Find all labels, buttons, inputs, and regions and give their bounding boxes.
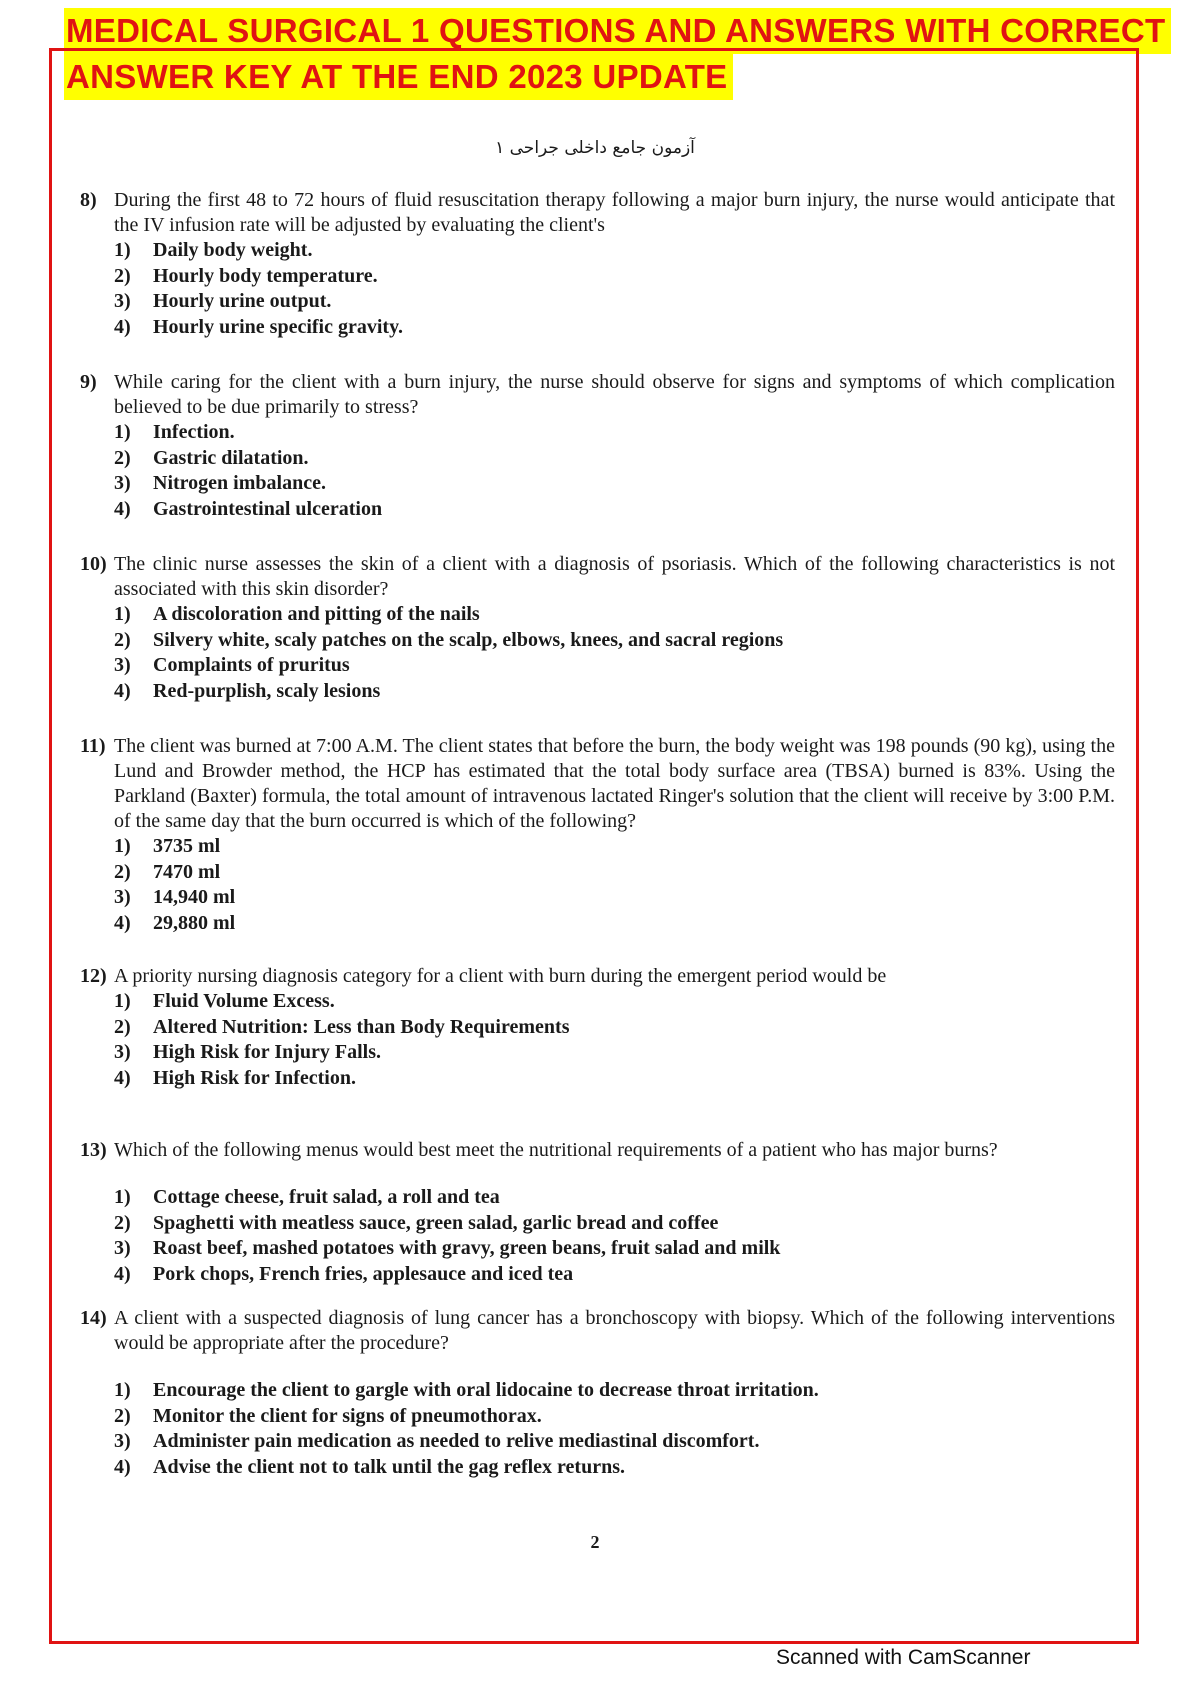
page-number: 2: [590, 1532, 600, 1552]
question-14: [80, 1306, 1115, 1480]
answer-option: 4) Advise the client not to talk until the gag reflex returns.: [114, 1455, 626, 1478]
answer-option: 2) 7470 ml: [114, 860, 221, 883]
answer-option: 3) High Risk for Injury Falls.: [114, 1041, 381, 1064]
answer-option: 3) Complaints of pruritus: [114, 654, 350, 677]
exam-subtitle: آزمون جامع داخلی جراحی ۱: [495, 138, 695, 158]
question-number: 10): [80, 553, 107, 575]
question-12: [80, 964, 1115, 1091]
answer-option: 2) Silvery white, scaly patches on the scalp, elbows, knees, and sacral regions: [114, 628, 784, 651]
answer-option: 1) Cottage cheese, fruit salad, a roll and tea: [114, 1186, 500, 1208]
answer-option: 4) Hourly urine specific gravity.: [114, 315, 403, 338]
answer-option: 3) Roast beef, mashed potatoes with gravy, green beans, fruit salad and milk: [114, 1237, 781, 1260]
answer-option: 1) A discoloration and pitting of the nails: [114, 603, 480, 625]
answer-option: 3) Hourly urine output.: [114, 290, 332, 313]
answer-option: 3) Administer pain medication as needed to relive mediastinal discomfort.: [114, 1430, 760, 1453]
answer-option: 1) Encourage the client to gargle with oral lidocaine to decrease throat irritation.: [114, 1379, 819, 1401]
answer-option: 3) Nitrogen imbalance.: [114, 472, 326, 495]
question-text: A client with a suspected diagnosis of lung cancer has a bronchoscopy with biopsy. Which of the following interventions would be appropriate after the procedure?: [114, 1307, 1115, 1354]
answer-option: 4) Pork chops, French fries, applesauce and iced tea: [114, 1262, 574, 1285]
answer-option: 1) Infection.: [114, 421, 235, 443]
question-number: 9): [80, 371, 97, 393]
question-text: The clinic nurse assesses the skin of a client with a diagnosis of psoriasis. Which of the following characteristics is not associated with this skin disorder?: [114, 553, 1115, 600]
question-number: 12): [80, 965, 107, 987]
question-text: During the first 48 to 72 hours of fluid resuscitation therapy following a major burn injury, the nurse would anticipate that the IV infusion rate will be adjusted by evaluating the client's: [114, 189, 1115, 236]
answer-option: 1) Daily body weight.: [114, 239, 313, 261]
answer-option: 4) Red-purplish, scaly lesions: [114, 679, 381, 702]
answer-option: 2) Spaghetti with meatless sauce, green salad, garlic bread and coffee: [114, 1211, 719, 1234]
question-text: While caring for the client with a burn injury, the nurse should observe for signs and symptoms of which complication believed to be due primarily to stress?: [114, 371, 1115, 418]
answer-option: 1) Fluid Volume Excess.: [114, 990, 335, 1012]
question-10: [80, 552, 1115, 704]
question-text: The client was burned at 7:00 A.M. The client states that before the burn, the body weight was 198 pounds (90 kg), using the Lund and Browder method, the HCP has estimated that the total body surface area (TBSA) burned is 83%. Using the Parkland (Baxter) formula, the total amount of intravenous lactated Ringer's solution that the client will receive by 3:00 P.M. of the same day that the burn occurred is which of the following?: [114, 735, 1115, 832]
question-text: A priority nursing diagnosis category for a client with burn during the emergent period would be: [114, 965, 887, 987]
answer-option: 2) Altered Nutrition: Less than Body Requirements: [114, 1015, 570, 1038]
answer-option: 4) Gastrointestinal ulceration: [114, 497, 383, 520]
answer-option: 3) 14,940 ml: [114, 886, 236, 909]
question-11: [80, 734, 1115, 936]
banner-line-2: ANSWER KEY AT THE END 2023 UPDATE: [64, 54, 733, 100]
answer-option: 2) Gastric dilatation.: [114, 446, 309, 469]
question-13: [80, 1138, 1115, 1287]
question-number: 8): [80, 189, 97, 211]
question-number: 11): [80, 735, 106, 757]
answer-option: 1) 3735 ml: [114, 835, 221, 857]
answer-option: 4) High Risk for Infection.: [114, 1066, 356, 1089]
scanner-watermark: Scanned with CamScanner: [776, 1646, 1031, 1669]
answer-option: 2) Hourly body temperature.: [114, 264, 378, 287]
question-number: 13): [80, 1139, 107, 1161]
question-text: Which of the following menus would best meet the nutritional requirements of a patient who has major burns?: [114, 1139, 998, 1161]
question-9: [80, 370, 1115, 522]
question-number: 14): [80, 1307, 107, 1329]
question-8: [80, 188, 1115, 340]
banner-line-1: MEDICAL SURGICAL 1 QUESTIONS AND ANSWERS WITH CORRECT: [64, 8, 1171, 54]
answer-option: 4) 29,880 ml: [114, 911, 236, 934]
answer-option: 2) Monitor the client for signs of pneumothorax.: [114, 1404, 542, 1427]
